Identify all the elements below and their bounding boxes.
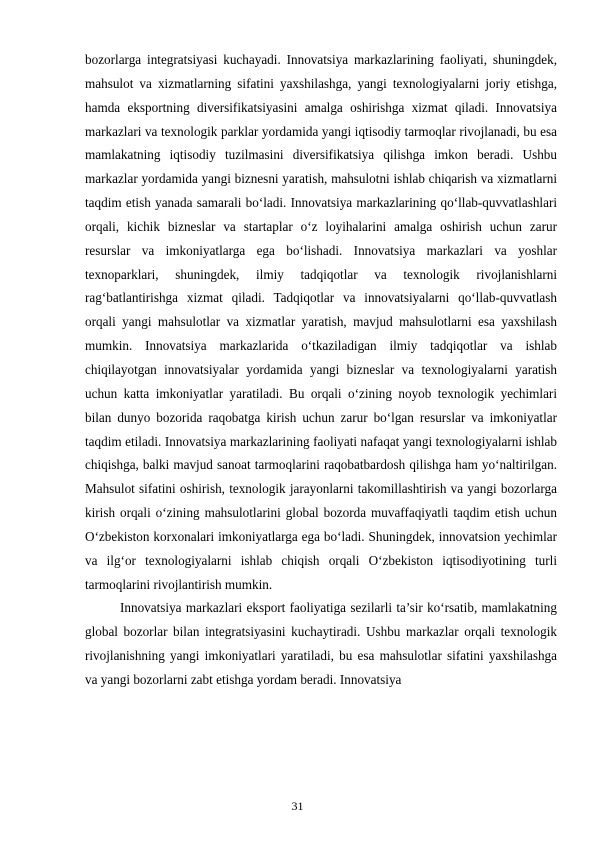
page-number: 31 — [291, 799, 304, 813]
page-body — [85, 48, 557, 692]
paragraph-2: Innovatsiya markazlari eksport faoliyatiga sezilarli ta’sir ko‘rsatib, mamlakatning global bozorlar bilan integratsiyasini kuchaytiradi. Ushbu markazlar orqali texnologik rivojlanishning yangi imkoniyatlari yaratiladi, bu esa mahsulotlar sifatini yaxshilashga va yangi bozorlarni zabt etishga yordam beradi. Innovatsiya — [85, 600, 557, 687]
paragraph-1: bozorlarga integratsiyasi kuchayadi. Innovatsiya markazlarining faoliyati, shuningdek, mahsulot va xizmatlarning sifatini yaxshilashga, yangi texnologiyalarni joriy etishga, hamda eksportning diversifikatsiyasini amalga oshirishga xizmat qiladi. Innovatsiya markazlari va texnologik parklar yordamida yangi iqtisodiy tarmoqlar rivojlanadi, bu esa mamlakatning iqtisodiy tuzilmasini diversifikatsiya qilishga imkon beradi. Ushbu markazlar yordamida yangi biznesni yaratish, mahsulotni ishlab chiqarish va xizmatlarni taqdim etish yanada samarali bo‘ladi. Innovatsiya markazlarining qo‘llab-quvvatlashlari orqali, kichik bizneslar va startaplar o‘z loyihalarini amalga oshirish uchun zarur resurslar va imkoniyatlarga ega bo‘lishadi. Innovatsiya markazlari va yoshlar texnoparklari, shuningdek, ilmiy tadqiqotlar va texnologik rivojlanishlarni rag‘batlantirishga xizmat qiladi. Tadqiqotlar va innovatsiyalarni qo‘llab-quvvatlash orqali yangi mahsulotlar va xizmatlar yaratish, mavjud mahsulotlarni esa yaxshilash mumkin. Innovatsiya markazlarida o‘tkaziladigan ilmiy tadqiqotlar va ishlab chiqilayotgan innovatsiyalar yordamida yangi bizneslar va texnologiyalarni yaratish uchun katta imkoniyatlar yaratiladi. Bu orqali o‘zining noyob texnologik yechimlari bilan dunyo bozorida raqobatga kirish uchun zarur bo‘lgan resurslar va imkoniyatlar taqdim etiladi. Innovatsiya markazlarining faoliyati nafaqat yangi texnologiyalarni ishlab chiqishga, balki mavjud sanoat tarmoqlarini raqobatbardosh qilishga ham yo‘naltirilgan. Mahsulot sifatini oshirish, texnologik jarayonlarni takomillashtirish va yangi bozorlarga kirish orqali o‘zining mahsulotlarini global bozorda muvaffaqiyatli taqdim etish uchun O‘zbekiston korxonalari imkoniyatlarga ega bo‘ladi. Shuningdek, innovatsion yechimlar va ilg‘or texnologiyalarni ishlab chiqish orqali O‘zbekiston iqtisodiyotining turli tarmoqlarini rivojlantirish mumkin. — [85, 52, 557, 592]
